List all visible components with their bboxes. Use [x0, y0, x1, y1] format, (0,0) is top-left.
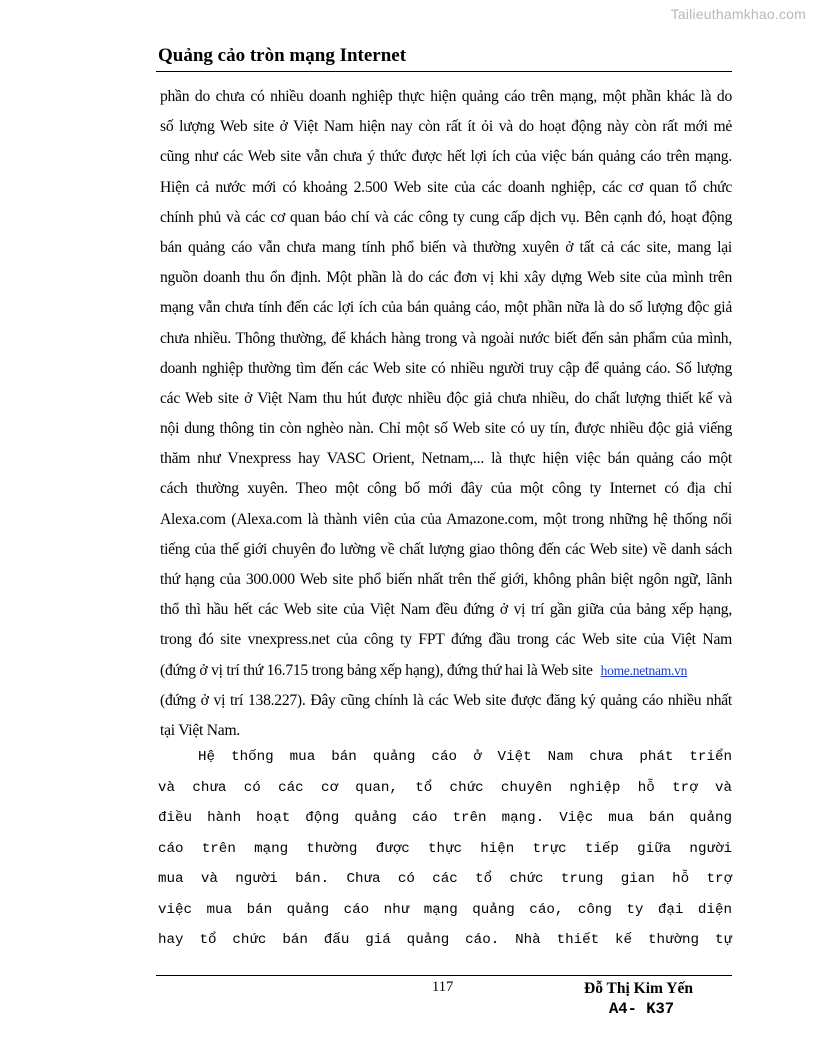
- text-line: Alexa.com (Alexa.com là thành viên của của Amazone.com, một trong những hệ thống nổi: [160, 510, 732, 528]
- netnam-link[interactable]: home.netnam.vn: [600, 662, 688, 678]
- page-header-title: Quảng cảo tròn mạng Internet: [158, 45, 407, 66]
- watermark: Tailieuthamkhao.com: [670, 6, 806, 22]
- text-line: trong đó site vnexpress.net của công ty FPT đứng đầu trong các Web site của Việt Nam: [160, 631, 732, 649]
- text-line: mua và người bán. Chưa có các tổ chức trung gian hỗ trợ: [158, 871, 732, 887]
- text-line: cáo trên mạng thường được thực hiện trực tiếp giữa người: [158, 840, 732, 857]
- header-rule: [156, 71, 732, 72]
- text-line: chưa nhiều. Thông thường, để khách hàng trong và ngoài nước biết đến sản phẩm của mình,: [160, 329, 732, 347]
- footer-rule: [156, 975, 732, 976]
- text-line: điều hành hoạt động quảng cáo trên mạng. Việc mua bán quảng: [158, 810, 732, 826]
- text-line: hay tổ chức bán đấu giá quảng cáo. Nhà thiết kế thường tự: [158, 932, 732, 948]
- text-line: Hệ thống mua bán quảng cáo ở Việt Nam chưa phát triển: [198, 749, 732, 765]
- text-line: cũng như các Web site vẫn chưa ý thức được hết lợi ích của việc bán quảng cáo trên mạng.: [160, 148, 732, 166]
- link-line-prefix: (đứng ở vị trí thứ 16.715 trong bảng xếp hạng), đứng thứ hai là Web site: [160, 661, 593, 679]
- body-paragraph-1: [160, 82, 732, 746]
- text-line: bán quảng cáo vẫn chưa mang tính phổ biến và thường xuyên ở tất cả các site, mang lại: [160, 238, 732, 256]
- text-line: các Web site ở Việt Nam thu hút được nhiều độc giả chưa nhiều, do chất lượng thiết kế và: [160, 389, 732, 407]
- text-line: mạng vẫn chưa tính đến các lợi ích của bán quảng cáo, một phần nữa là do số lượng độc giả: [160, 299, 732, 317]
- text-line-with-link: [160, 656, 732, 686]
- text-line: thứ hạng của 300.000 Web site phổ biến nhất trên thế giới, không phân biệt ngôn ngữ, lãnh: [160, 571, 732, 588]
- text-line: chính phủ và các cơ quan báo chí và các công ty cung cấp dịch vụ. Bên cạnh đó, hoạt động: [160, 208, 732, 226]
- text-line: tại Việt Nam.: [160, 721, 240, 739]
- text-line: (đứng ở vị trí 138.227). Đây cũng chính là các Web site được đăng ký quảng cáo nhiều nhất: [160, 691, 732, 709]
- text-line: và chưa có các cơ quan, tổ chức chuyên nghiệp hỗ trợ và: [158, 779, 732, 796]
- text-line: thổ thì hầu hết các Web site của Việt Nam đều đứng ở vị trí gần giữa của bảng xếp hạng,: [160, 601, 732, 619]
- text-line: thăm như Vnexpress hay VASC Orient, Netnam,... là thực hiện việc bán quảng cáo một: [160, 450, 732, 468]
- text-line: tiếng của thế giới chuyên đo lường về chất lượng giao thông đến các Web site) về danh sách: [160, 540, 732, 558]
- class-code: A4- K37: [609, 1000, 675, 1018]
- text-line: Hiện cả nước mới có khoảng 2.500 Web site của các doanh nghiệp, các cơ quan tổ chức: [160, 178, 732, 196]
- text-line: cách thường xuyên. Theo một công bố mới đây của một công ty Internet có địa chỉ: [160, 480, 732, 498]
- text-line: nội dung thông tin còn nghèo nàn. Chỉ một số Web site có uy tín, được nhiều độc giả viếng: [160, 420, 732, 438]
- text-line: việc mua bán quảng cáo như mạng quảng cáo, công ty đại diện: [158, 901, 732, 918]
- text-line: doanh nghiệp thường tìm đến các Web site có nhiều người truy cập để quảng cáo. Số lượng: [160, 359, 732, 377]
- text-line: nguồn doanh thu ổn định. Một phần là do các đơn vị khi xây dựng Web site của mình trên: [160, 269, 732, 287]
- body-paragraph-2: [158, 742, 732, 956]
- text-line: phần do chưa có nhiều doanh nghiệp thực hiện quảng cáo trên mạng, một phần khác là do: [160, 88, 732, 105]
- page-number: 117: [432, 979, 454, 995]
- author-name: Đỗ Thị Kim Yến: [584, 980, 693, 997]
- text-line: số lượng Web site ở Việt Nam hiện nay còn rất ít ỏi và do hoạt động này còn rất mới mẻ: [160, 118, 732, 136]
